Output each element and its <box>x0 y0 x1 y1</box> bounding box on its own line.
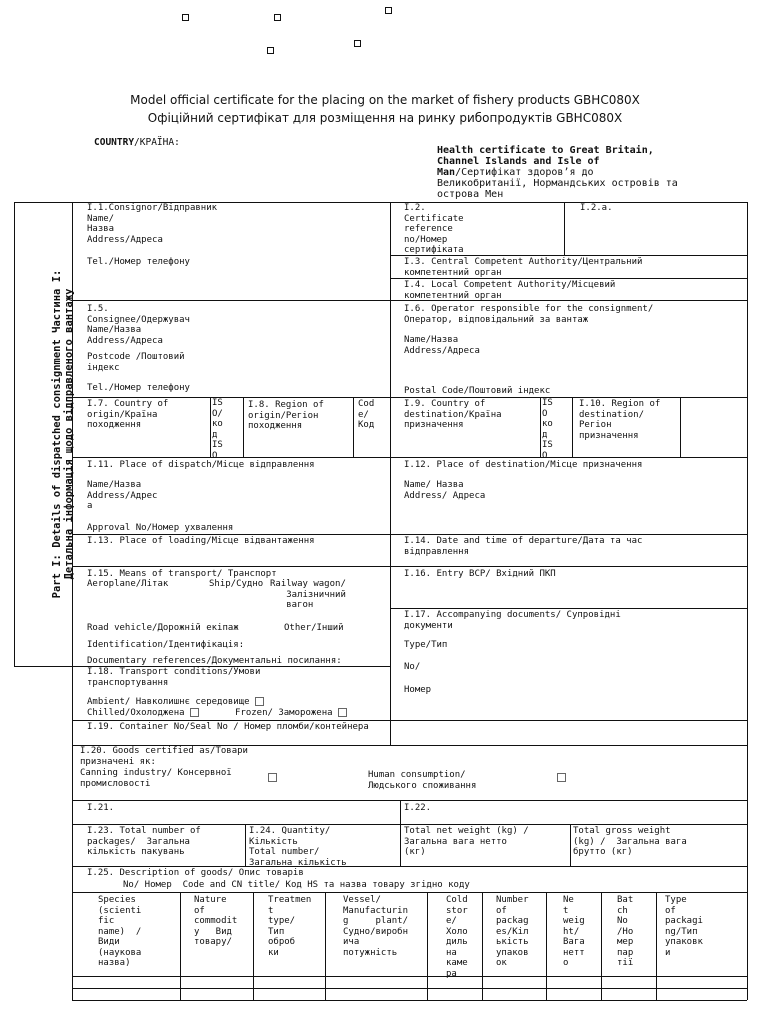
region-of-destination[interactable]: I.10. Region of destination/ Регіон призначення <box>579 399 661 441</box>
consignor-field[interactable]: I.1.Consignor/Відправник Name/ Назва Address/Адреса <box>87 203 218 245</box>
operator-postcode[interactable]: Postal Code/Поштовий індекс <box>404 386 551 396</box>
total-net-weight[interactable]: Total net weight (kg) / Загальна вага нетто (кг) <box>404 826 529 857</box>
description-of-goods: I.25. Description of goods/ Опис товарів <box>87 868 304 878</box>
iso-code-origin: IS O/ ко д IS O <box>212 398 223 461</box>
transport-conditions: I.18. Transport conditions/Умови транспортування <box>87 667 261 688</box>
scan-mark-1 <box>182 14 189 21</box>
operator-field[interactable]: I.6. Operator responsible for the consignment/ Оператор, відповідальний за вантаж <box>404 304 654 325</box>
country-label: COUNTRY/КРАЇНА: <box>94 137 180 148</box>
region-code: Cod e/ Код <box>358 399 375 430</box>
part-one-side-label: Part I: Details of dispatched consignment Частина I: Детальна інформація щодо відправленого вантажу <box>51 269 75 599</box>
iso-code-destination: IS O ко д IS O <box>542 398 553 461</box>
health-certificate-heading: Health certificate to Great Britain, Channel Islands and Isle of Man/Сертифікат здоров’я до Великобританії, Нормандських островів та острова Мен <box>437 145 678 200</box>
means-of-transport[interactable]: I.15. Means of transport/ Транспорт <box>87 569 277 579</box>
scan-mark-4 <box>267 47 274 54</box>
accompanying-documents[interactable]: I.17. Accompanying documents/ Супровідні документи <box>404 610 621 631</box>
consignee-tel[interactable]: Tel./Номер телефону <box>87 383 190 393</box>
place-of-destination[interactable]: I.12. Place of destination/Місце призначення <box>404 460 643 470</box>
operator-name[interactable]: Name/Назва Address/Адреса <box>404 335 480 356</box>
col-species: Species (scienti fic name) / Види (наукова назва) <box>98 895 142 968</box>
local-authority[interactable]: I.4. Local Competent Authority/Місцевий компетентний орган <box>404 280 616 301</box>
document-no[interactable]: No/ <box>404 662 421 672</box>
transport-ship[interactable]: Ship/Судно <box>209 579 264 589</box>
goods-certified-as: I.20. Goods certified as/Товари призначені як: <box>80 746 248 767</box>
region-of-origin[interactable]: I.8. Region of origin/Регіон походження <box>248 400 324 431</box>
canning-industry-checkbox[interactable] <box>268 773 277 782</box>
place-of-loading[interactable]: I.13. Place of loading/Місце відвантаження <box>87 536 315 546</box>
chilled-checkbox[interactable] <box>190 708 199 717</box>
consignee-field[interactable]: I.5. Consignee/Одержувач Name/Назва Address/Адреса <box>87 304 190 346</box>
scan-mark-2 <box>274 14 281 21</box>
col-number-of-packages: Number of packag es/Кіл ькість упаков ок <box>496 895 529 968</box>
container-seal-no[interactable]: I.19. Container No/Seal No / Номер пломби/контейнера <box>87 722 369 732</box>
date-of-departure[interactable]: I.14. Date and time of departure/Дата та час відправлення <box>404 536 643 557</box>
title-ukrainian: Офіційний сертифікат для розміщення на ринку рибопродуктів GBHC080X <box>147 111 623 125</box>
human-consumption-checkbox[interactable] <box>557 773 566 782</box>
central-authority[interactable]: I.3. Central Competent Authority/Центральний компетентний орган <box>404 257 643 278</box>
document-number[interactable]: Номер <box>404 685 432 695</box>
col-net-weight: Ne t weig ht/ Вага нетт о <box>563 895 585 968</box>
scan-mark-3 <box>385 7 392 14</box>
country-of-destination[interactable]: I.9. Country of destination/Країна призначення <box>404 399 502 430</box>
consignor-tel[interactable]: Tel./Номер телефону <box>87 257 190 267</box>
certificate-reference[interactable]: I.2. Certificate reference no/Номер сертифіката <box>404 203 464 255</box>
transport-aeroplane[interactable]: Aeroplane/Літак <box>87 579 169 589</box>
field-1-21[interactable]: I.21. <box>87 803 115 813</box>
condition-frozen[interactable]: Frozen/ Заморожена <box>235 708 347 719</box>
human-consumption-label: Human consumption/ Людського споживання <box>368 770 477 791</box>
document-type[interactable]: Type/Тип <box>404 640 448 650</box>
transport-documentary-refs[interactable]: Documentary references/Документальні посилання: <box>87 656 342 666</box>
col-nature-of-commodity: Nature of commodit у Вид товару/ <box>194 895 238 947</box>
dispatch-approval[interactable]: Approval No/Номер ухвалення <box>87 523 234 533</box>
place-of-dispatch[interactable]: I.11. Place of dispatch/Місце відправлення <box>87 460 315 470</box>
total-packages[interactable]: I.23. Total number of packages/ Загальна кількість пакувань <box>87 826 201 857</box>
canning-industry-label: Canning industry/ Консервної промисловості <box>80 768 232 789</box>
col-cold-store: Cold stor e/ Холо диль на каме ра <box>446 895 468 979</box>
country-of-origin[interactable]: I.7. Country of origin/Країна походження <box>87 399 169 430</box>
col-type-of-packaging: Type of packagi ng/Тип упаковк и <box>665 895 703 958</box>
field-1-2a[interactable]: I.2.a. <box>580 203 613 213</box>
field-1-22[interactable]: I.22. <box>404 803 432 813</box>
ambient-checkbox[interactable] <box>255 697 264 706</box>
transport-railway[interactable]: Railway wagon/ Залізничний вагон <box>270 579 346 610</box>
dispatch-name-address[interactable]: Name/Назва Address/Адрес а <box>87 480 158 511</box>
col-treatment-type: Treatmen t type/ Тип оброб ки <box>268 895 312 958</box>
condition-ambient[interactable]: Ambient/ Навколишнє середовище <box>87 697 264 708</box>
transport-identification[interactable]: Identification/Ідентифікація: <box>87 640 245 650</box>
col-vessel-plant: Vessel/ Manufacturin g plant/ Судно/виробн ича потужність <box>343 895 409 958</box>
entry-bcp[interactable]: I.16. Entry BCP/ Вхідний ПКП <box>404 569 556 579</box>
destination-name-address[interactable]: Name/ Назва Address/ Адреса <box>404 480 486 501</box>
scan-mark-5 <box>354 40 361 47</box>
total-gross-weight[interactable]: Total gross weight (kg) / Загальна вага брутто (кг) <box>573 826 687 857</box>
condition-chilled[interactable]: Chilled/Охолоджена <box>87 708 199 719</box>
description-subheading: No/ Номер Code and CN title/ Код HS та назва товару згідно коду <box>123 880 470 890</box>
col-batch-no: Bat ch No /Но мер пар тії <box>617 895 634 968</box>
quantity[interactable]: I.24. Quantity/ Кількість Total number/ Загальна кількість <box>249 826 347 868</box>
transport-road[interactable]: Road vehicle/Дорожній екіпаж <box>87 623 239 633</box>
transport-other[interactable]: Other/Інший <box>284 623 344 633</box>
frozen-checkbox[interactable] <box>338 708 347 717</box>
consignee-postcode[interactable]: Postcode /Поштовий індекс <box>87 352 185 373</box>
title-english: Model official certificate for the placing on the market of fishery products GBHC080X <box>130 93 640 107</box>
